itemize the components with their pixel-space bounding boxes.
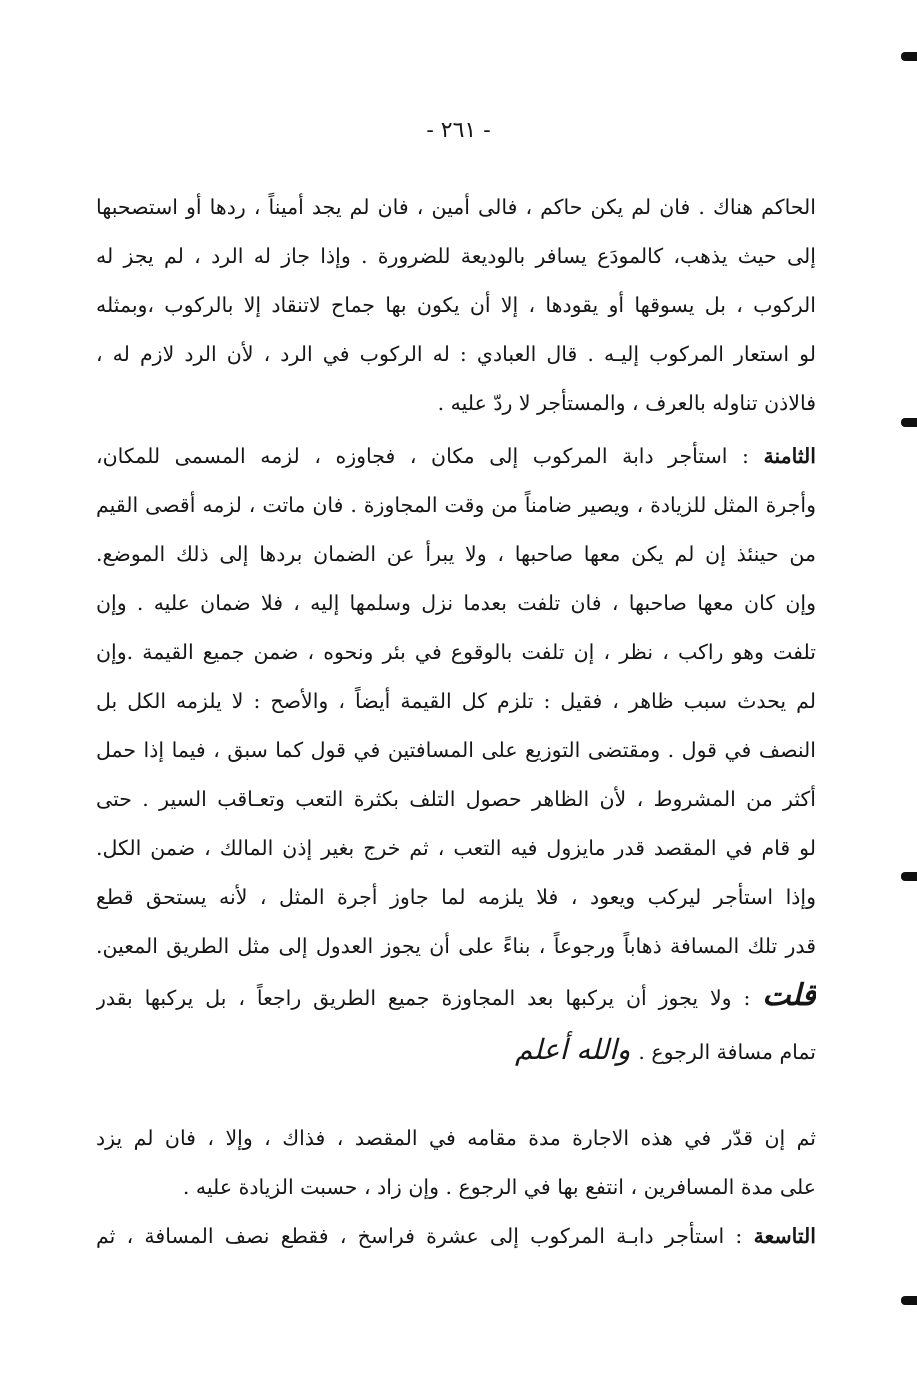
text-line: الركوب ، بل يسوقها أو يقودها ، إلا أن يكون بها جماح لاتنقاد إلا بالركوب ،وبمثله bbox=[96, 293, 816, 317]
text-line: قدر تلك المسافة ذهاباً ورجوعاً ، بناءً على أن يجوز العدول إلى مثل الطريق المعين. bbox=[96, 934, 816, 958]
text-line bbox=[96, 971, 816, 1020]
text-line: تلفت وهو راكب ، نظر ، إن تلفت بالوقوع في بئر ونحوه ، ضمن جميع القيمة .وإن bbox=[96, 640, 816, 664]
qult-label: قلت bbox=[762, 978, 816, 1013]
scan-edge-mark bbox=[901, 872, 917, 881]
text-span: : استأجر دابـة المركوب إلى عشرة فراسخ ، فقطع نصف المسافة ، ثم bbox=[96, 1224, 754, 1248]
text-line: ثم إن قدّر في هذه الاجارة مدة مقامه في المقصد ، فذاك ، وإلا ، فان لم يزد bbox=[96, 1126, 816, 1150]
text-line: إلى حيث يذهب، كالمودَع يسافر بالوديعة للضرورة . وإذا جاز له الرد ، لم يجز له bbox=[96, 244, 816, 268]
scan-edge-mark bbox=[901, 418, 917, 427]
text-span: : استأجر دابة المركوب إلى مكان ، فجاوزه ، لزمه المسمى للمكان، bbox=[96, 444, 764, 468]
section-lead-eighth: الثامنة bbox=[763, 444, 816, 468]
scan-edge-mark bbox=[901, 52, 917, 61]
closing-formula: والله أعلم bbox=[514, 1033, 631, 1066]
text-span: تمام مسافة الرجوع . bbox=[638, 1040, 816, 1064]
text-line: النصف في قول . ومقتضى التوزيع على المسافتين في قول كما سبق ، فيما إذا حمل bbox=[96, 738, 816, 762]
text-line: وإذا استأجر ليركب ويعود ، فلا يلزمه لما جاوز أجرة المثل ، لأنه يستحق قطع bbox=[96, 885, 816, 909]
text-line: لم يحدث سبب ظاهر ، فقيل : تلزم كل القيمة أيضاً ، والأصح : لا يلزمه الكل بل bbox=[96, 689, 816, 713]
text-line: على مدة المسافرين ، انتفع بها في الرجوع . وإن زاد ، حسبت الزيادة عليه . bbox=[182, 1175, 816, 1199]
text-line: لو قام في المقصد قدر مايزول فيه التعب ، ثم خرج بغير إذن المالك ، ضمن الكل. bbox=[96, 836, 816, 860]
text-line bbox=[96, 432, 816, 481]
paragraph-continuation bbox=[96, 183, 816, 428]
text-line bbox=[96, 1020, 816, 1080]
paragraph-eighth bbox=[96, 432, 816, 1080]
text-line bbox=[96, 1212, 816, 1261]
text-line: فالاذن تناوله بالعرف ، والمستأجر لا ردّ عليه . bbox=[437, 391, 816, 415]
section-lead-ninth: التاسعة bbox=[753, 1224, 816, 1248]
text-span: : ولا يجوز أن يركبها بعد المجاوزة جميع الطريق راجعاً ، بل يركبها بقدر bbox=[96, 986, 763, 1010]
paragraph-duration bbox=[96, 1114, 816, 1212]
text-line: وأجرة المثل للزيادة ، ويصير ضامناً من وقت المجاوزة . فان ماتت ، لزمه أقصى القيم bbox=[96, 493, 816, 517]
text-line: وإن كان معها صاحبها ، فان تلفت بعدما نزل وسلمها إليه ، فلا ضمان عليه . وإن bbox=[96, 591, 816, 615]
paragraph-ninth bbox=[96, 1212, 816, 1261]
text-line: أكثر من المشروط ، لأن الظاهر حصول التلف بكثرة التعب وتعـاقب السير . حتى bbox=[96, 787, 816, 811]
text-line: من حينئذ إن لم يكن معها صاحبها ، ولا يبرأ عن الضمان بردها إلى ذلك الموضع. bbox=[96, 542, 816, 566]
text-line: لو استعار المركوب إليـه . قال العبادي : له الركوب في الرد ، لأن الرد لازم له ، bbox=[96, 342, 816, 366]
page-number: - ٢٦١ - bbox=[426, 118, 491, 143]
scan-edge-mark bbox=[901, 1296, 917, 1305]
text-line: الحاكم هناك . فان لم يكن حاكم ، فالى أمين ، فان لم يجد أميناً ، ردها أو استصحبها bbox=[96, 195, 816, 219]
